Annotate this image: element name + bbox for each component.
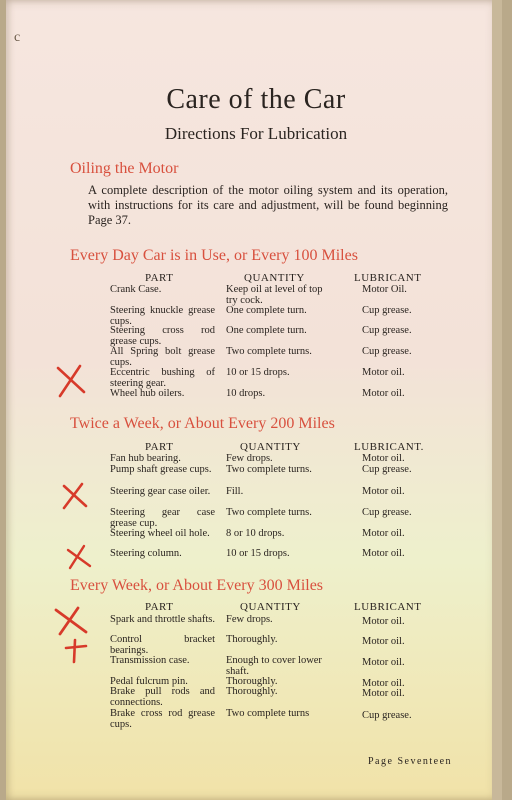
column-header-part: PART xyxy=(145,272,174,284)
handwritten-x-mark xyxy=(62,540,96,574)
table-row-lubricant: Cup grease. xyxy=(362,305,412,316)
table-row-quantity: Thoroughly. xyxy=(226,686,278,697)
table-row-part: Steering cross rod grease cups. xyxy=(110,325,215,347)
page-spine-edge xyxy=(492,0,502,800)
table-row-part: Steering knuckle grease cups. xyxy=(110,305,215,327)
table-row-quantity: One complete turn. xyxy=(226,325,307,336)
table-row-quantity: Thoroughly. xyxy=(226,676,278,687)
table-row-quantity: 10 or 15 drops. xyxy=(226,548,290,559)
table-row-lubricant: Cup grease. xyxy=(362,507,412,518)
column-header-lubricant: LUBRICANT. xyxy=(354,441,424,453)
handwritten-x-mark xyxy=(50,604,90,638)
column-header-quantity: QUANTITY xyxy=(240,441,301,453)
table-row-part: Steering gear case oiler. xyxy=(110,486,211,497)
column-header-quantity: QUANTITY xyxy=(240,601,301,613)
handwritten-x-mark xyxy=(50,360,90,400)
table-row-lubricant: Motor oil. xyxy=(362,548,405,559)
section-heading: Every Day Car is in Use, or Every 100 Miles xyxy=(70,247,358,264)
table-row-part: Brake pull rods and connections. xyxy=(110,686,215,708)
column-header-lubricant: LUBRICANT xyxy=(354,272,422,284)
corner-mark: c xyxy=(14,30,21,45)
oiling-heading: Oiling the Motor xyxy=(70,160,179,177)
table-row-part: Pump shaft grease cups. xyxy=(110,464,212,475)
column-header-part: PART xyxy=(145,601,174,613)
handwritten-x-mark xyxy=(56,478,92,514)
table-row-quantity: 10 or 15 drops. xyxy=(226,367,290,378)
handwritten-cross-mark xyxy=(60,636,90,666)
table-row-lubricant: Motor Oil. xyxy=(362,284,407,295)
page-subtitle: Directions For Lubrication xyxy=(164,124,348,143)
table-row-quantity: 8 or 10 drops. xyxy=(226,528,285,539)
column-header-lubricant: LUBRICANT xyxy=(354,601,422,613)
table-row-lubricant: Cup grease. xyxy=(362,325,412,336)
table-row-quantity: Two complete turns. xyxy=(226,464,312,475)
section-heading: Twice a Week, or About Every 200 Miles xyxy=(70,415,335,432)
table-row-quantity: Few drops. xyxy=(226,614,273,625)
table-row-part: Steering column. xyxy=(110,548,182,559)
column-header-quantity: QUANTITY xyxy=(244,272,305,284)
table-row-quantity: Two complete turns. xyxy=(226,346,312,357)
table-row-lubricant: Motor oil. xyxy=(362,636,405,647)
table-row-lubricant: Motor oil. xyxy=(362,528,405,539)
table-row-part: Eccentric bushing of steering gear. xyxy=(110,367,215,389)
table-row-quantity: Enough to cover lower shaft. xyxy=(226,655,322,677)
table-row-part: Brake cross rod grease cups. xyxy=(110,708,215,730)
table-row-quantity: Two complete turns. xyxy=(226,507,312,518)
table-row-part: Crank Case. xyxy=(110,284,162,295)
table-row-part: Steering wheel oil hole. xyxy=(110,528,210,539)
table-row-lubricant: Motor oil. xyxy=(362,657,405,668)
table-row-part: Control bracket bearings. xyxy=(110,634,215,656)
column-header-part: PART xyxy=(145,441,174,453)
page-number: Page Seventeen xyxy=(368,756,453,767)
table-row-quantity: Thoroughly. xyxy=(226,634,278,645)
section-heading: Every Week, or About Every 300 Miles xyxy=(70,577,324,594)
table-row-lubricant: Motor oil. xyxy=(362,688,405,699)
table-row-part: Fan hub bearing. xyxy=(110,453,181,464)
table-row-lubricant: Motor oil. xyxy=(362,388,405,399)
table-row-part: Wheel hub oilers. xyxy=(110,388,185,399)
table-row-quantity: Few drops. xyxy=(226,453,273,464)
table-row-part: Transmission case. xyxy=(110,655,190,666)
table-row-quantity: Two complete turns xyxy=(226,708,310,719)
table-row-part: All Spring bolt grease cups. xyxy=(110,346,215,368)
table-row-lubricant: Cup grease. xyxy=(362,346,412,357)
table-row-quantity: 10 drops. xyxy=(226,388,266,399)
page-title: Care of the Car xyxy=(166,84,346,115)
table-row-quantity: Keep oil at level of top try cock. xyxy=(226,284,323,306)
table-row-quantity: One complete turn. xyxy=(226,305,307,316)
table-row-quantity: Fill. xyxy=(226,486,244,497)
table-row-part: Steering gear case grease cup. xyxy=(110,507,215,529)
table-row-lubricant: Motor oil. xyxy=(362,678,405,689)
table-row-lubricant: Motor oil. xyxy=(362,616,405,627)
table-row-lubricant: Motor oil. xyxy=(362,367,405,378)
table-row-part: Pedal fulcrum pin. xyxy=(110,676,188,687)
table-row-part: Spark and throttle shafts. xyxy=(110,614,215,625)
table-row-lubricant: Motor oil. xyxy=(362,453,405,464)
table-row-lubricant: Cup grease. xyxy=(362,710,412,721)
table-row-lubricant: Cup grease. xyxy=(362,464,412,475)
table-row-lubricant: Motor oil. xyxy=(362,486,405,497)
oiling-paragraph: A complete description of the motor oiling system and its operation, with instructions for its care and adjustment, will be found beginning Page 37. xyxy=(88,183,448,227)
